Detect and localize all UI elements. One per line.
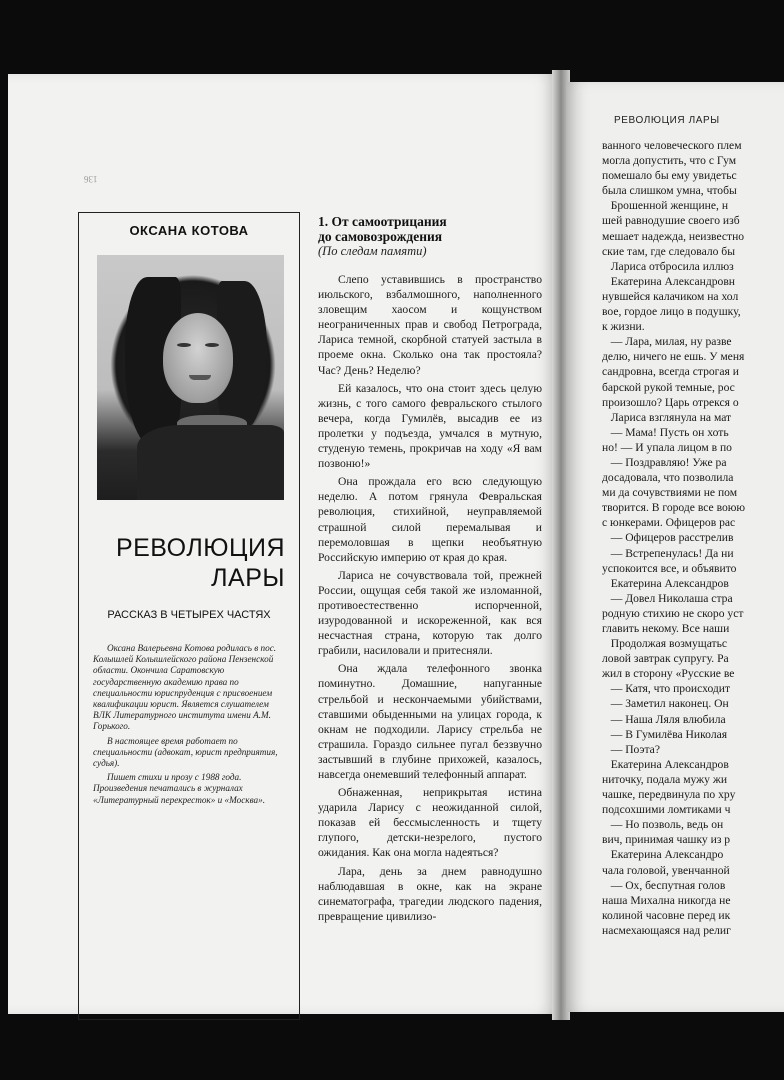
text-line: — Поэта?: [602, 742, 660, 756]
text-line: — Катя, что происходит: [602, 682, 731, 696]
text-line: — Наша Ляля влюбила: [602, 712, 726, 726]
text-line: жил в сторону «Русские ве: [602, 667, 735, 681]
text-line: — В Гумилёва Николая: [602, 727, 728, 741]
text-paragraph: Слепо уставившись в пространство июльского, взбалмошного, наполненного зловещим хаосом и кощунством неограниченных прав и свобод Петрограда, Лариса темной, скорбной статуей застыла в проеме окна. Сколько она так простояла? Час? День? Неделю?: [318, 273, 542, 377]
story-subtitle: РАССКАЗ В ЧЕТЫРЕХ ЧАСТЯХ: [107, 609, 271, 621]
left-page: [8, 74, 556, 1014]
bio-paragraph: В настоящее время работает по специальности (адвокат, юрист предприятия, судья).: [93, 735, 278, 769]
author-photo: [97, 255, 284, 500]
text-line: Продолжая возмущатьс: [602, 637, 728, 651]
text-paragraph: Лариса не сочувствовала той, прежней России, ощущая себя такой же изломанной, противоестественно испорченной, изуродованной и искореженной, как вся несчастная страна, которую так долго грабили, насиловали и притесняли.: [318, 568, 542, 658]
text-line: — Поздравляю! Уже ра: [602, 455, 727, 469]
text-line: нувшейся калачиком на хол: [602, 289, 739, 303]
right-text-column: [602, 138, 784, 938]
text-line: Екатерина Александров: [602, 576, 729, 590]
text-line: Екатерина Александровн: [602, 274, 735, 288]
text-paragraph: Она ждала телефонного звонка поминутно. Домашние, напуганные стрельбой и нескончаемыми убийствами, ставшими обыденными на улицах города, к окнам не подходили. Ларису стрельба не страшила. Гораздо сильнее пугал беззвучно застывший в глубине прихожей, казалось, навсегда онемевший телефонный аппарат.: [318, 662, 542, 781]
text-line: Екатерина Александров: [602, 757, 729, 771]
bio-paragraph: Пишет стихи и прозу с 1988 года. Произведения печатались в журналах «Литературный перекресток» и «Москва».: [93, 772, 266, 805]
text-paragraph: Обнаженная, неприкрытая истина ударила Ларису с неожиданной силой, показав ей бессмысленность и тщету глупого, детски-незрелого, пустого ожидания. Как она могла надеяться?: [318, 786, 542, 860]
text-line: — Лара, милая, ну разве: [602, 335, 732, 349]
text-line: могла допустить, что с Гум: [602, 154, 737, 168]
text-line: Лариса отбросила иллюз: [602, 259, 734, 273]
bio-paragraph: Оксана Валерьевна Котова родилась в пос. Колышлей Колышлейского района Пензенской области. Окончила Саратовскую государственную академию права по специальности юриспруденция с присвоением квалификации юрист. Является слушателем ВЛК Литературного института имени А.М. Горького.: [93, 643, 277, 732]
text-line: ниточку, подала мужу жи: [602, 772, 728, 786]
text-line: к жизни.: [602, 320, 645, 334]
text-paragraph: Ей казалось, что она стоит здесь целую жизнь, с того самого февральского стылого вечера, когда Гумилёв, высадив ее из пролетки у подъезда, умчался в мутную, студеную темень, прокричав на ходу «Я вам позвоню!»: [318, 381, 542, 471]
text-line: вич, принимая чашку из р: [602, 833, 731, 847]
author-face: [163, 313, 233, 403]
main-text-column: [318, 272, 542, 927]
text-line: главить некому. Все наши: [602, 622, 730, 635]
text-line: — Мама! Пусть он хоть: [602, 425, 729, 439]
right-page: [566, 82, 784, 1012]
text-line: с юнкерами. Офицеров рас: [602, 516, 736, 530]
text-line: шей равнодушие своего изб: [602, 214, 740, 228]
text-line: произошло? Царь отрекся о: [602, 395, 739, 409]
text-line: ловой завтрак супругу. Ра: [602, 652, 729, 666]
text-line: — Офицеров расстрелив: [602, 531, 734, 545]
text-line: — Довел Николаша стра: [602, 591, 733, 605]
text-line: успокоится все, и объявито: [602, 561, 737, 575]
text-line: родную стихию не скоро уст: [602, 606, 744, 620]
author-sidebar: [78, 212, 300, 1020]
running-header: РЕВОЛЮЦИЯ ЛАРЫ: [614, 115, 720, 126]
chapter-subheading: (По следам памяти): [318, 244, 427, 258]
text-paragraph: Она прождала его всю следующую неделю. А потом грянула Февральская революция, стихийной, неуправляемой страшной силой перемалывая и перемоловшая в щепки необъятную Российскую империю от края до края.: [318, 475, 542, 564]
text-line: Брошенной женщине, н: [602, 199, 729, 213]
text-line: ми да сочувствиями не пом: [602, 486, 738, 500]
text-line: наша Михална никогда не: [602, 893, 731, 907]
text-line: барской рукой темные, рос: [602, 380, 735, 394]
text-line: — Но позволь, ведь он: [602, 818, 724, 832]
text-line: — Заметил наконец. Он: [602, 697, 729, 711]
author-name: ОКСАНА КОТОВА: [129, 223, 249, 238]
text-line: сандровна, всегда строгая и: [602, 365, 739, 379]
text-line: ские там, где следовало бы: [602, 244, 735, 258]
text-line: мешает надежда, неизвестно: [602, 229, 745, 243]
text-line: вое, гордое лицо в подушку,: [602, 305, 741, 319]
text-line: Лариса взглянула на мат: [602, 410, 732, 424]
text-line: досадовала, что позволила: [602, 471, 734, 485]
story-title: РЕВОЛЮЦИЯ ЛАРЫ: [115, 534, 285, 592]
text-line: делю, ничего не ешь. У меня: [602, 350, 745, 364]
text-line: Екатерина Александро: [602, 848, 724, 862]
page-number: 136: [84, 174, 98, 184]
text-line: — Встрепенулась! Да ни: [602, 546, 734, 560]
text-line: творится. В городе все воюю: [602, 501, 746, 515]
text-line: была слишком умна, чтобы: [602, 184, 737, 198]
author-bio: [93, 643, 289, 809]
chapter-heading: 1. От самоотрицания до самовозрождения: [318, 214, 447, 244]
text-paragraph: Лара, день за днем равнодушно наблюдавшая в окне, как на экране синематографа, трагедии людского падения, превращение цивилизо-: [318, 864, 542, 923]
text-line: но! — И упала лицом в по: [602, 440, 732, 454]
text-line: насмехающаяся над религ: [602, 923, 731, 937]
text-line: чашке, передвинула по хру: [602, 788, 736, 802]
text-line: — Ох, беспутная голов: [602, 878, 726, 892]
text-line: чала головой, увенчанной: [602, 863, 730, 877]
text-line: колиной часовне перед ик: [602, 908, 731, 922]
text-line: подсохшими ломтиками ч: [602, 803, 731, 817]
text-line: ванного человеческого плем: [602, 139, 742, 152]
text-line: помешало бы ему увидетьс: [602, 169, 737, 183]
